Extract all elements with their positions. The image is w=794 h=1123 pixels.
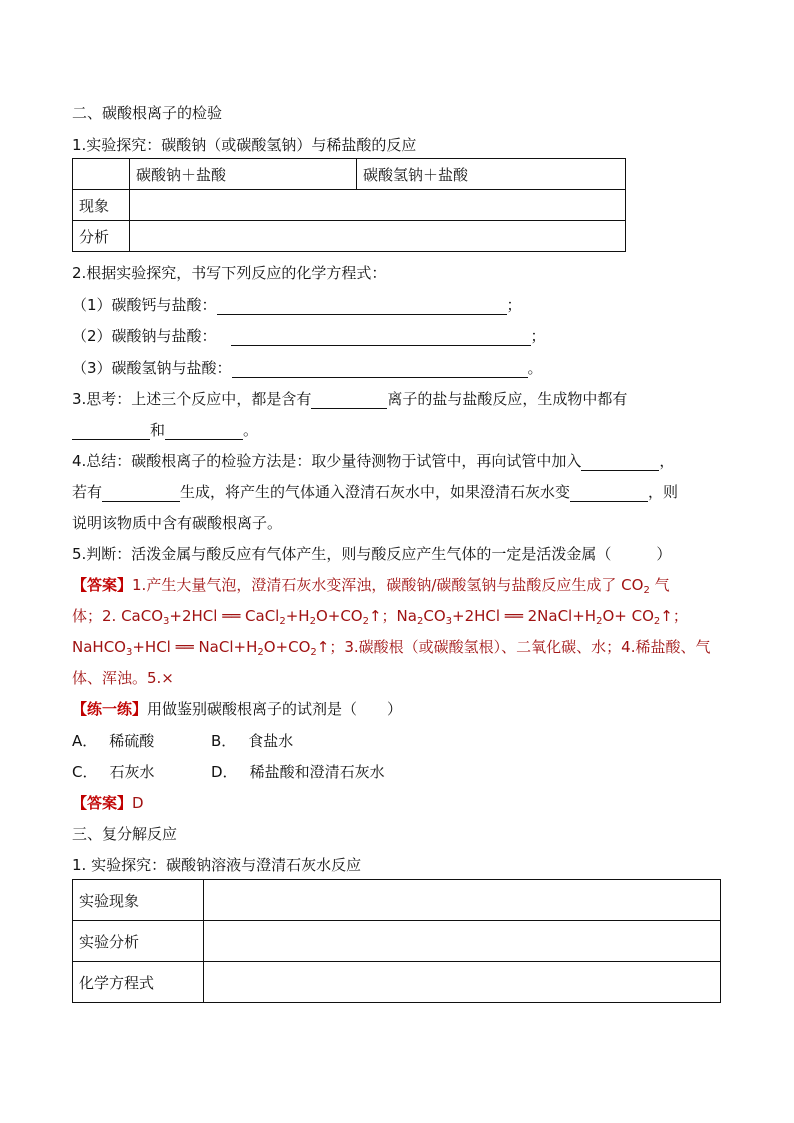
table-row-label: 实验分析 (73, 921, 204, 962)
option-letter: C． (72, 763, 98, 781)
answer-blank[interactable] (311, 391, 387, 409)
table-header-cell: 碳酸钠＋盐酸 (130, 159, 357, 190)
option-letter: B． (211, 732, 237, 750)
section-title: 三、复分解反应 (72, 825, 178, 843)
question-text: ，则 (648, 483, 679, 501)
subscript: 2 (643, 585, 650, 596)
question-text: 生成，将产生的气体通入澄清石灰水中，如果澄清石灰水变 (180, 483, 571, 501)
equation-line-1 (72, 294, 522, 315)
question-2: 2.根据实验探究，书写下列反应的化学方程式： (72, 264, 387, 282)
answer-line-2 (72, 605, 688, 626)
answer-text: O+CO (315, 607, 363, 625)
practice-answer (72, 792, 144, 813)
answer-text: +HCl ══ NaCl+H (132, 638, 258, 656)
subscript: 2 (362, 616, 369, 627)
question-5: 5.判断：活泼金属与酸反应有气体产生，则与酸反应产生气体的一定是活泼金属（ ） (72, 545, 672, 563)
option-text: 稀硫酸 (109, 732, 155, 750)
option-row-1 (72, 730, 294, 751)
answer-blank[interactable] (102, 484, 180, 502)
equation-label: （2）碳酸钠与盐酸： (72, 327, 217, 345)
question-text: 3.思考：上述三个反应中，都是含有 (72, 390, 312, 408)
option-b[interactable] (211, 730, 293, 751)
option-text: 食盐水 (248, 732, 294, 750)
answer-text: D (132, 794, 144, 812)
answer-line-4: 体、浑浊。5.× (72, 669, 174, 687)
practice-question (72, 698, 402, 719)
question-3 (72, 388, 627, 409)
answer-blank[interactable] (217, 297, 507, 315)
subscript: 2 (596, 616, 603, 627)
table-corner-cell (73, 159, 130, 190)
option-letter: A． (72, 732, 98, 750)
question-4-cont (72, 481, 678, 502)
option-c[interactable] (72, 763, 155, 781)
question-1: 1. 实验探究：碳酸钠溶液与澄清石灰水反应 (72, 856, 362, 874)
practice-text: 用做鉴别碳酸根离子的试剂是（ ） (147, 700, 403, 718)
answer-text: 气 (649, 576, 670, 594)
experiment-table-1 (72, 158, 626, 252)
answer-cell[interactable] (130, 221, 626, 252)
answer-blank[interactable] (165, 422, 243, 440)
table-row-label: 分析 (73, 221, 130, 252)
punctuation: 。 (527, 359, 543, 377)
answer-text: +H (285, 607, 310, 625)
option-row-2 (72, 761, 385, 782)
answer-key: 【答案】 (72, 794, 133, 812)
punctuation: ； (506, 296, 522, 314)
answer-text: O+ CO (602, 607, 654, 625)
answer-cell[interactable] (204, 880, 721, 921)
answer-blank[interactable] (231, 328, 531, 346)
answer-cell[interactable] (130, 190, 626, 221)
punctuation: ， (659, 452, 675, 470)
subscript: 2 (279, 616, 286, 627)
practice-key: 【练一练】 (72, 700, 148, 718)
question-text: 4.总结：碳酸根离子的检验方法是：取少量待测物于试管中，再向试管中加入 (72, 452, 582, 470)
subscript: 2 (257, 647, 264, 658)
answer-text: +2HCl ══ CaCl (169, 607, 280, 625)
answer-key: 【答案】 (72, 576, 133, 594)
answer-text: ↑；3.碳酸根（或碳酸氢根）、二氧化碳、水；4.稀盐酸、气 (316, 638, 711, 656)
equation-label: （3）碳酸氢钠与盐酸： (72, 359, 232, 377)
option-text: 石灰水 (109, 763, 155, 781)
answer-text: ↑；Na (368, 607, 417, 625)
answer-text: 1.产生大量气泡，澄清石灰水变浑浊，碳酸钠/碳酸氢钠与盐酸反应生成了 CO (132, 576, 644, 594)
answer-text: NaHCO (72, 638, 126, 656)
table-row-label: 实验现象 (73, 880, 204, 921)
punctuation: ； (530, 327, 546, 345)
answer-blank[interactable] (581, 453, 659, 471)
answer-cell[interactable] (204, 962, 721, 1003)
subscript: 2 (653, 616, 661, 627)
subscript: 2 (309, 616, 316, 627)
equation-line-2 (72, 325, 546, 346)
subscript: 3 (125, 647, 133, 658)
answer-cell[interactable] (204, 921, 721, 962)
option-text: 稀盐酸和澄清石灰水 (249, 763, 385, 781)
experiment-table-2 (72, 879, 721, 1003)
subscript: 2 (310, 647, 317, 658)
question-text: 离子的盐与盐酸反应，生成物中都有 (387, 390, 628, 408)
subscript: 3 (445, 616, 452, 627)
section-title: 二、碳酸根离子的检验 (72, 104, 223, 122)
table-row-label: 现象 (73, 190, 130, 221)
punctuation: 。 (243, 421, 259, 439)
subscript: 2 (416, 616, 424, 627)
option-a[interactable] (72, 732, 154, 750)
equation-label: （1）碳酸钙与盐酸： (72, 296, 217, 314)
answer-blank[interactable] (570, 484, 648, 502)
question-3-cont (72, 419, 258, 440)
table-row-label: 化学方程式 (73, 962, 204, 1003)
option-letter: D． (211, 763, 238, 781)
question-text: 若有 (72, 483, 103, 501)
answer-text: +2HCl ══ 2NaCl+H (452, 607, 597, 625)
answer-blank[interactable] (72, 422, 150, 440)
answer-blank[interactable] (232, 360, 528, 378)
equation-line-3 (72, 357, 543, 378)
question-1: 1.实验探究：碳酸钠（或碳酸氢钠）与稀盐酸的反应 (72, 136, 417, 154)
answer-line-1 (72, 574, 670, 595)
question-4-end: 说明该物质中含有碳酸根离子。 (72, 514, 283, 532)
question-4 (72, 450, 674, 471)
answer-text: ↑； (660, 607, 688, 625)
answer-text: CO (423, 607, 446, 625)
answer-line-3 (72, 636, 710, 657)
table-header-cell: 碳酸氢钠＋盐酸 (357, 159, 626, 190)
subscript: 3 (163, 616, 170, 627)
option-d[interactable] (211, 761, 385, 782)
answer-text: O+CO (263, 638, 311, 656)
answer-text: 体；2. CaCO (72, 607, 164, 625)
question-text: 和 (150, 421, 166, 439)
